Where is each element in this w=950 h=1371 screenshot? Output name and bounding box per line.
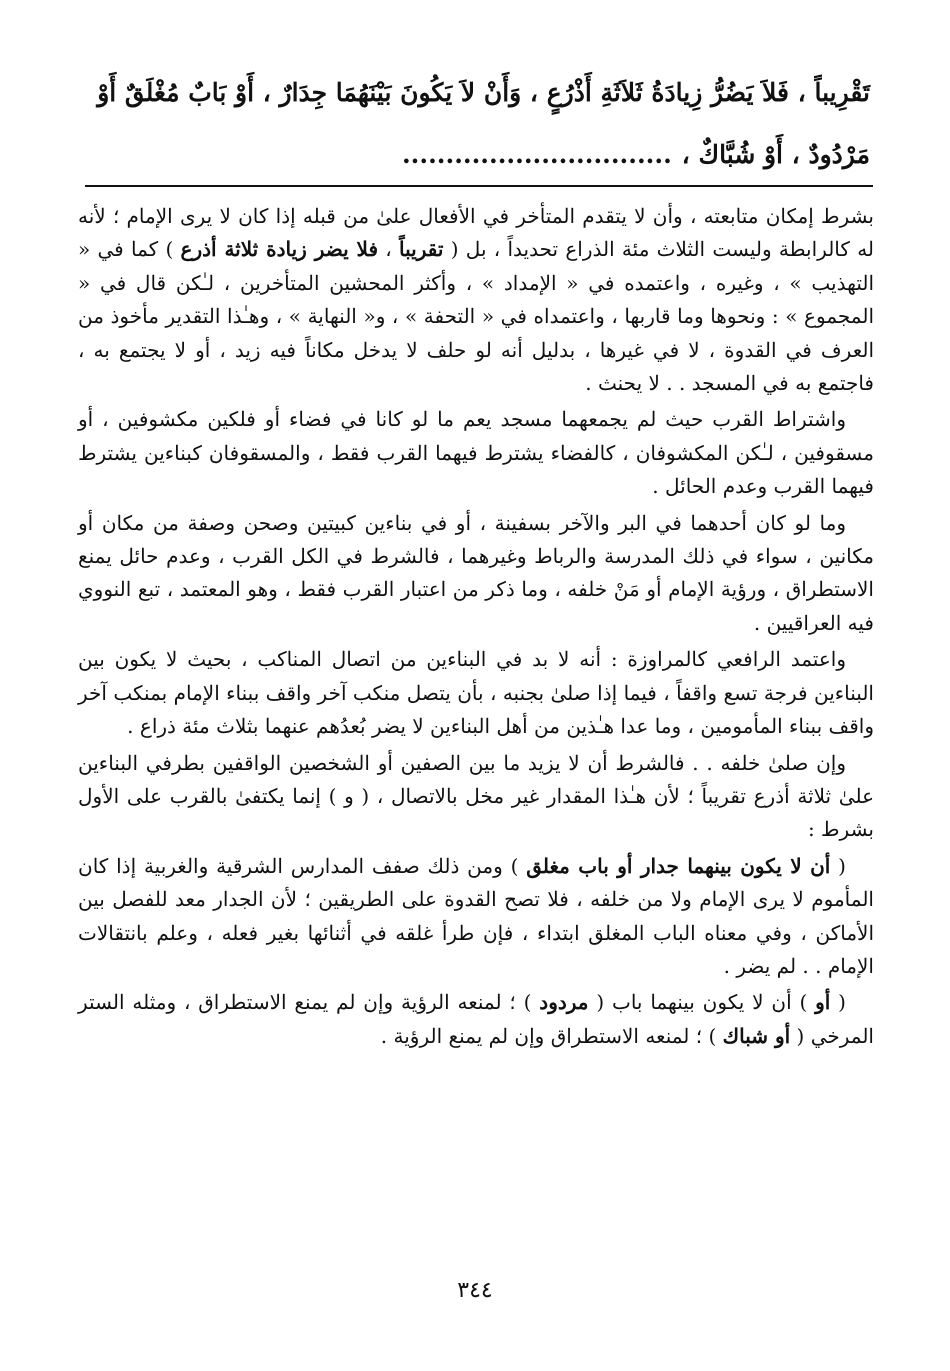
commentary-paragraph: واعتمد الرافعي كالمراوزة : أنه لا بد في البناءين من اتصال المناكب ، بحيث لا يكون بين البناءين فرجة تسع واقفاً ، فيما إذا صلىٰ بجنبه ، بأن يتصل منكب آخر واقف ببناء الإمام بمنكب آخر واقف ببناء المأمومين ، وما عدا هـٰذين من أهل البناءين لا يضر بُعدُهم عنهما بثلاث مئة ذراع . <box>78 647 874 739</box>
commentary-paragraph: ( أن لا يكون بينهما جدار أو باب مغلق ) ومن ذلك صفف المدارس الشرقية والغربية إذا كان المأموم لا يرى الإمام ولا من خلفه ، فلا تصح القدوة على الطريقين ؛ لأن الجدار معد للفصل بين الأماكن ، وفي معناه الباب المغلق ابتداء ، فإن طرأ غلقه في أثنائها بغير فعله ، وعلم بانتقالات الإمام . . لم يضر . <box>78 853 874 978</box>
separator-line <box>85 185 873 187</box>
quoted-matn: مردود <box>539 990 589 1015</box>
quoted-matn: أو <box>815 990 831 1015</box>
quoted-matn: تقريباً <box>399 237 444 262</box>
quoted-matn: أو شباك <box>722 1023 791 1048</box>
quoted-matn: أن لا يكون بينهما جدار أو باب مغلق <box>526 853 831 878</box>
commentary-paragraph: وما لو كان أحدهما في البر والآخر بسفينة ، أو في بناءين كبيتين وصحن وصفة من مكان أو مكانين ، سواء في ذلك المدرسة والرباط وغيرهما ، فالشرط في الكل القرب ، وعدم حائل يمنع الاستطراق ، ورؤية الإمام أو مَنْ خلفه ، وما ذكر من اعتبار القرب فقط ، وهو المعتمد ، تبع النووي فيه العراقيين . <box>78 510 874 635</box>
commentary-paragraph: واشتراط القرب حيث لم يجمعهما مسجد يعم ما لو كانا في فضاء أو فلكين مكشوفين ، أو مسقوفين ، لـٰكن المكشوفان ، كالفضاء يشترط فيهما القرب فقط ، والمسقوفان كبناءين يشترط فيهما القرب وعدم الحائل . <box>78 407 874 499</box>
commentary-paragraph: بشرط إمكان متابعته ، وأن لا يتقدم المتأخر في الأفعال علىٰ من قبله إذا كان لا يرى الإمام ؛ لأنه له كالرابطة وليست الثلاث مئة الذراع تحديداً ، بل ( تقريباً ، فلا يضر زيادة ثلاثة أذرع ) كما في « التهذيب » ، وغيره ، واعتمده في « الإمداد » ، وأكثر المحشين المتأخرين ، لـٰكن قال في « المجموع » : ونحوها وما قاربها ، واعتمداه في « التحفة » ، و« النهاية » ، وهـٰذا التقدير مأخوذ من العرف في القدوة ، لا في غيرها ، بدليل أنه لو حلف لا يدخل مكاناً فيه زيد ، أو لا يجتمع به ، فاجتمع به في المسجد . . لا يحنث . <box>78 204 875 396</box>
main-text-matn <box>80 62 870 186</box>
ellipsis-dots: ............................... <box>401 140 672 169</box>
commentary-text-sharh <box>78 200 874 1056</box>
quoted-matn: فلا يضر زيادة ثلاثة أذرع <box>180 237 379 262</box>
commentary-paragraph: ( أو ) أن لا يكون بينهما باب ( مردود ) ؛ لمنعه الرؤية وإن لم يمنع الاستطراق ، ومثله الستر المرخي ( أو شباك ) ؛ لمنعه الاستطراق وإن لم يمنع الرؤية . <box>78 990 874 1048</box>
commentary-paragraph: وإن صلىٰ خلفه . . فالشرط أن لا يزيد ما بين الصفين أو الشخصين الواقفين بطرفي البناءين علىٰ ثلاثة أذرع تقريباً ؛ لأن هـٰذا المقدار غير مخل بالاتصال ، ( و ) إنما يكتفىٰ بالقرب على الأول بشرط : <box>78 750 875 842</box>
page-number: ٣٤٤ <box>457 1278 493 1303</box>
matn-line: مَرْدُودٌ ، أَوْ شُبَّاكٌ ،............................... <box>401 140 870 169</box>
matn-line: تَقْرِيباً ، فَلاَ يَضُرُّ زِيادَةُ ثَلاَثَةِ أَذْرُعٍ ، وَأَنْ لاَ يَكُونَ بَيْنَهُمَا جِدَارٌ ، أَوْ بَابٌ مُغْلَقٌ أَوْ <box>97 78 870 107</box>
